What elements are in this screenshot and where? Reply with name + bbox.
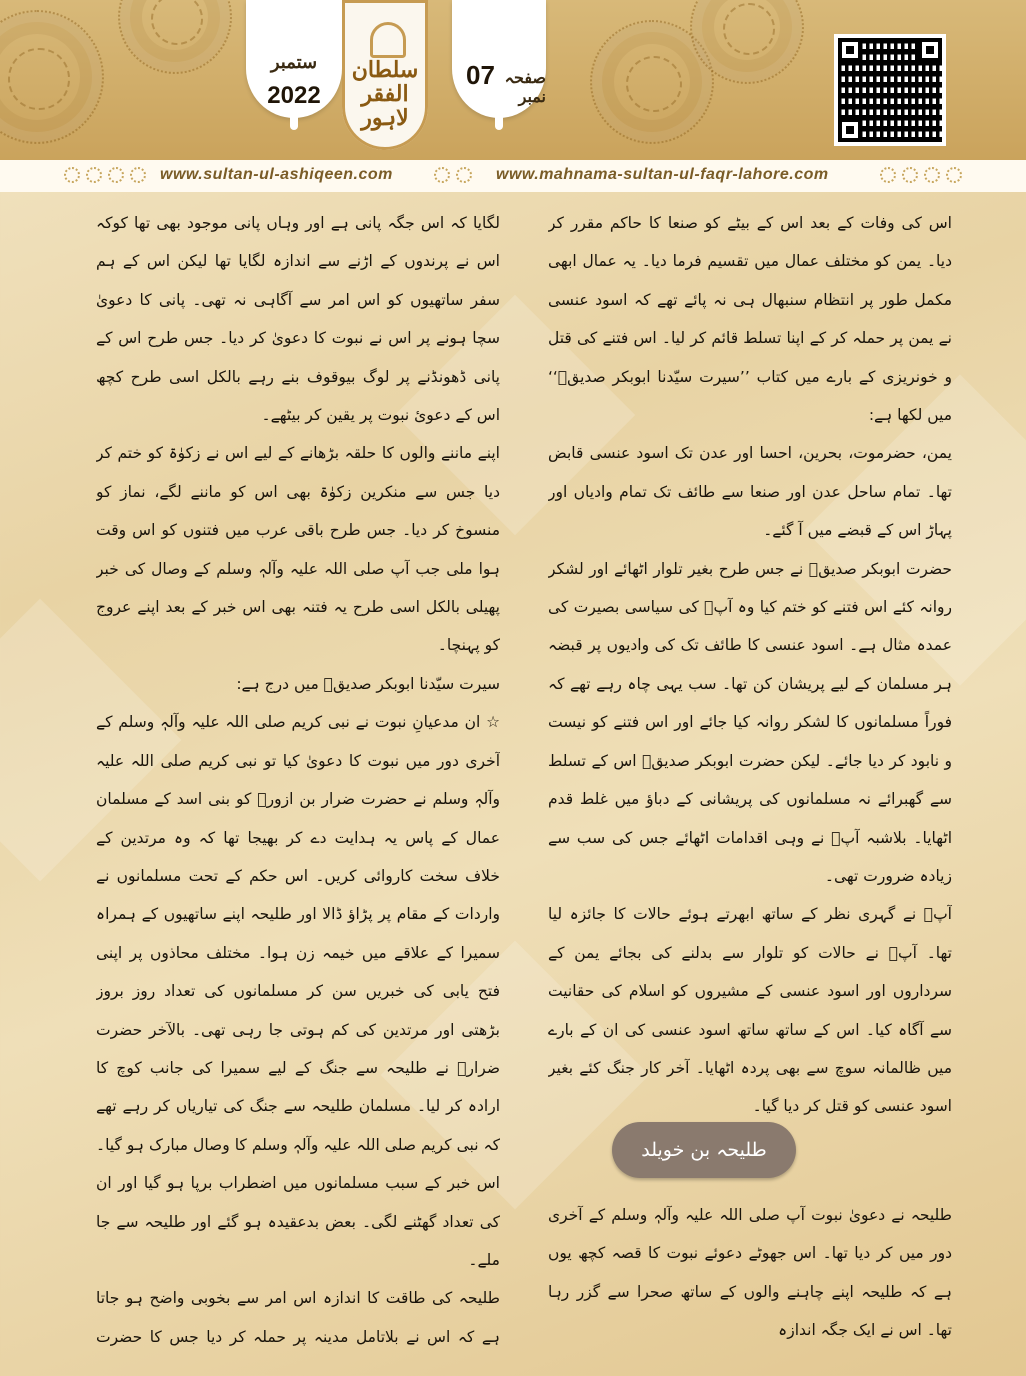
flower-icon <box>924 167 940 183</box>
flower-icon <box>902 167 918 183</box>
page-number-pendant <box>452 0 546 118</box>
paragraph: اس کی وفات کے بعد اس کے بیٹے کو صنعا کا حاکم مقرر کر دیا۔ یمن کو مختلف عمال میں تقسیم فرما دیا۔ یہ عمال ابھی مکمل طور پر انتظام سنبھال ہی نہ پائے تھے کہ اسود عنسی نے یمن پر حملہ کر کے اپنا تسلط قائم کر لیا۔ اس فتنے کی قتل و خونریزی کے بارے میں کتاب ’’سیرت سیّدنا ابوبکر صدیقؓ‘‘ میں لکھا ہے: <box>548 214 952 425</box>
quote-paragraph: ☆ ان مدعیانِ نبوت نے نبی کریم صلی اللہ علیہ وآلہٖ وسلم کے آخری دور میں نبوت کا دعویٰ کیا تو نبی کریم صلی اللہ علیہ وآلہٖ وسلم نے حضرت ضرار بن ازورؓ کو بنی اسد کے مسلمان عمال کے پاس یہ ہدایت دے کر بھیجا تھا کہ وہ مرتدین کے خلاف سخت کاروائی کریں۔ اس حکم کے تحت مسلمانوں نے واردات کے مقام پر پڑاؤ ڈالا اور طلیحہ اپنے ساتھیوں کے ہمراہ سمیرا کے علاقے میں خیمہ زن ہوا۔ مختلف محاذوں پر اپنی فتح یابی کی خبریں سن کر مسلمانوں کی تعداد روز بروز بڑھتی اور مرتدین کی کم ہوتی جا رہی تھی۔ بالآخر حضرت ضرارؓ نے طلیحہ سے جنگ کے لیے سمیرا کی جانب کوچ کا ارادہ کر لیا۔ مسلمان طلیحہ سے جنگ کی تیاریاں کر رہے تھے کہ نبی کریم صلی اللہ علیہ وآلہٖ وسلم کا وصال مبارک ہو گیا۔ اس خبر کے سبب مسلمانوں میں اضطراب برپا ہو گیا اور ان کی تعداد گھٹنے لگی۔ بعض بدعقیدہ ہو گئے اور طلیحہ سے جا ملے۔ <box>96 713 500 1269</box>
qr-finder-icon <box>838 118 862 142</box>
flower-icon <box>456 167 472 183</box>
website-link-right[interactable]: www.mahnama-sultan-ul-faqr-lahore.com <box>496 166 829 183</box>
qr-code-icon <box>834 34 946 146</box>
page-label: صفحہ نمبر <box>504 68 546 106</box>
qr-finder-icon <box>838 38 862 62</box>
flower-icon <box>86 167 102 183</box>
masthead <box>0 0 1026 160</box>
website-url-bar <box>0 160 1026 192</box>
issue-month: ستمبر <box>270 52 318 73</box>
flower-icon <box>946 167 962 183</box>
citation-line: سیرت سیّدنا ابوبکر صدیقؓ میں درج ہے: <box>236 674 500 693</box>
logo-text: سلطان الفقر لاہور <box>351 57 419 132</box>
paragraph: لگایا کہ اس جگہ پانی ہے اور وہاں پانی موجود بھی تھا کوکہ اس نے پرندوں کے اڑنے سے اندازہ لگایا تھا لیکن اس کے ہم سفر ساتھیوں کو اس امر سے آگاہی نہ تھی۔ پانی کا دعویٰ سچا ہونے پر اس نے نبوت کا دعویٰ کر دیا۔ جس طرح اس کے پانی ڈھونڈنے پر لوگ بیوقوف بنے رہے بالکل اسی طرح کچھ اس کے دعوئ نبوت پر یقین کر بیٹھے۔ <box>96 214 500 425</box>
quote-paragraph: یمن، حضرموت، بحرین، احسا اور عدن تک اسود عنسی قابض تھا۔ تمام ساحل عدن اور صنعا سے طائف تک تمام وادیاں اور پہاڑ اس کے قبضے میں آ گئے۔ <box>548 444 952 540</box>
page-number: 07 <box>466 60 495 90</box>
qr-finder-icon <box>918 38 942 62</box>
issue-year: 2022 <box>267 82 321 109</box>
paragraph: حضرت ابوبکر صدیقؓ نے جس طرح بغیر تلوار اٹھائے اور لشکر روانہ کئے اس فتنے کو ختم کیا وہ آپؓ کی سیاسی بصیرت کی عمدہ مثال ہے۔ اسود عنسی کا طائف تک کی وادیوں پر قبضہ ہر مسلمان کے لیے پریشان کن تھا۔ سب یہی چاہ رہے تھے کہ فوراً مسلمانوں کا لشکر روانہ کیا جائے اور اس فتنے کو نیست و نابود کر دیا جائے۔ لیکن حضرت ابوبکر صدیقؓ اس کے تسلط سے گھبرائے نہ مسلمانوں کی پریشانی کے دباؤ میں غلط قدم اٹھایا۔ بلاشبہ آپؓ نے وہی اقدامات اٹھائے جس کی سب سے زیادہ ضرورت تھی۔ <box>548 559 952 885</box>
dome-icon <box>370 22 406 58</box>
article-column-left <box>96 204 500 1360</box>
decorative-rosette-icon <box>0 10 104 144</box>
flower-icon <box>64 167 80 183</box>
article-column-right-continued <box>548 1196 952 1356</box>
qr-code-pattern <box>838 38 942 142</box>
flower-icon <box>130 167 146 183</box>
paragraph: آپؓ نے گہری نظر کے ساتھ ابھرتے ہوئے حالات کا جائزہ لیا تھا۔ آپؓ نے حالات کو تلوار سے بدلنے کی بجائے یمن کے سرداروں اور اسود عنسی کے مشیروں کو اسلام کی حقانیت سے آگاہ کیا۔ اس کے ساتھ ساتھ اسود عنسی کی ان کے بارے میں ظالمانہ سوچ سے بھی پردہ اٹھایا۔ آخر کار جنگ کئے بغیر اسود عنسی کو قتل کر دیا گیا۔ <box>548 905 952 1116</box>
magazine-logo <box>342 0 428 150</box>
flower-icon <box>434 167 450 183</box>
flower-icon <box>880 167 896 183</box>
article-column-right <box>548 204 952 1116</box>
paragraph: طلیحہ کی طاقت کا اندازہ اس امر سے بخوبی واضح ہو جاتا ہے کہ اس نے بلاتامل مدینہ پر حملہ کر دیا جس کا حضرت <box>96 1289 500 1346</box>
decorative-rosette-icon <box>118 0 232 74</box>
paragraph: طلیحہ نے دعویٰ نبوت آپ صلی اللہ علیہ وآلہٖ وسلم کے آخری دور میں کر دیا تھا۔ اس جھوٹے دعوئے نبوت کا قصہ کچھ یوں ہے کہ طلیحہ اپنے چاہنے والوں کے ساتھ صحرا سے گزر رہا تھا۔ اس نے ایک جگہ اندازہ <box>548 1206 952 1340</box>
section-heading: طلیحہ بن خویلد <box>612 1122 796 1178</box>
issue-date-pendant <box>246 0 342 118</box>
flower-icon <box>108 167 124 183</box>
paragraph: اپنے ماننے والوں کا حلقہ بڑھانے کے لیے اس نے زکوٰۃ کو ختم کر دیا جس سے منکرین زکوٰۃ بھی اس کو ماننے لگے، نماز کو منسوخ کر دیا۔ جس طرح باقی عرب میں فتنوں کو اس وقت ہوا ملی جب آپ صلی اللہ علیہ وآلہٖ وسلم کے وصال کی خبر پھیلی بالکل اسی طرح یہ فتنہ بھی اس خبر کے بعد اپنے عروج کو پہنچا۔ <box>96 444 500 655</box>
website-link-left[interactable]: www.sultan-ul-ashiqeen.com <box>160 166 393 183</box>
